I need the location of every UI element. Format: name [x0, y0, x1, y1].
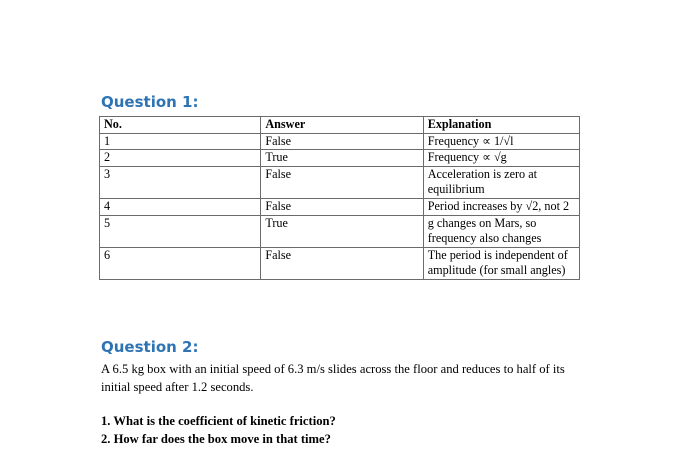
row-no: 4 [100, 198, 261, 215]
row-answer: False [261, 247, 423, 279]
question-1-heading: Question 1: [101, 93, 199, 111]
row-explanation: Frequency ∝ 1/√l [423, 133, 579, 150]
row-answer: False [261, 133, 423, 150]
header-no: No. [100, 117, 261, 134]
row-explanation: Frequency ∝ √g [423, 150, 579, 167]
row-explanation: The period is independent of amplitude (for small angles) [423, 247, 579, 279]
answers-table [99, 116, 580, 280]
row-explanation: g changes on Mars, so frequency also changes [423, 215, 579, 247]
sub-question-1: 1. What is the coefficient of kinetic friction? [101, 414, 336, 428]
table-header-row [100, 117, 580, 134]
table-row [100, 198, 580, 215]
question-2-heading: Question 2: [101, 338, 199, 356]
row-explanation: Period increases by √2, not 2 [423, 198, 579, 215]
row-no: 6 [100, 247, 261, 279]
row-answer: False [261, 198, 423, 215]
question-2-body: A 6.5 kg box with an initial speed of 6.3 m/s slides across the floor and reduces to half of its initial speed after 1.2 seconds. [101, 362, 565, 394]
table-row [100, 166, 580, 198]
row-answer: True [261, 150, 423, 167]
header-explanation: Explanation [423, 117, 579, 134]
row-no: 3 [100, 166, 261, 198]
row-answer: True [261, 215, 423, 247]
row-no: 5 [100, 215, 261, 247]
header-answer: Answer [261, 117, 423, 134]
row-no: 1 [100, 133, 261, 150]
table-row [100, 150, 580, 167]
table-row [100, 247, 580, 279]
row-answer: False [261, 166, 423, 198]
table-row [100, 133, 580, 150]
sub-question-2: 2. How far does the box move in that time? [101, 432, 331, 446]
row-no: 2 [100, 150, 261, 167]
row-explanation: Acceleration is zero at equilibrium [423, 166, 579, 198]
table-row [100, 215, 580, 247]
